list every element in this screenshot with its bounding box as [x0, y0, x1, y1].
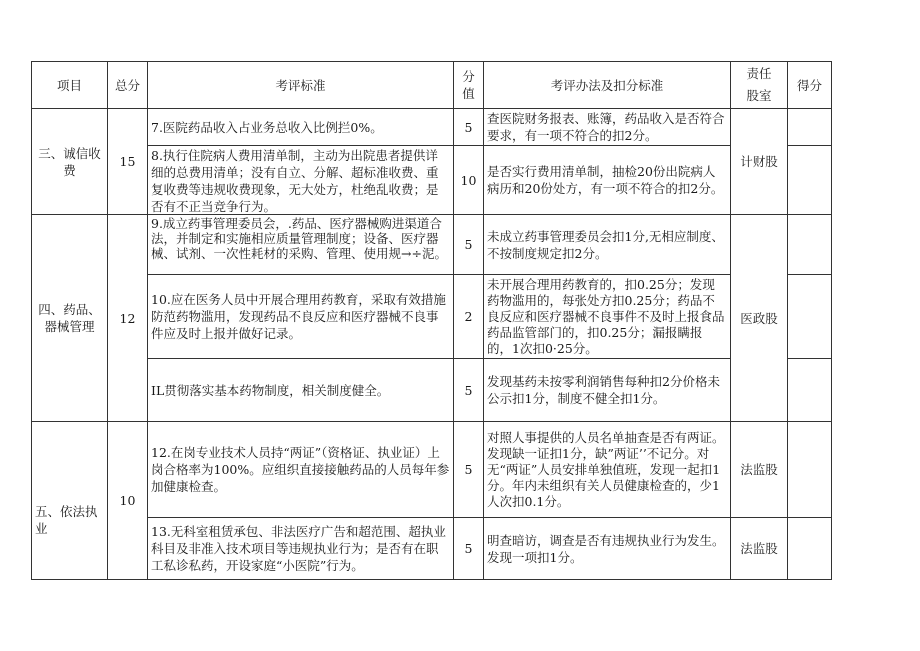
- score-cell: [788, 275, 832, 359]
- score-cell: [788, 359, 832, 422]
- table-row: [32, 518, 832, 580]
- table-row: [32, 215, 832, 275]
- header-standard: 考评标准: [148, 62, 454, 109]
- score-value-cell: 10: [454, 146, 484, 215]
- standard-text: 9.成立药事管理委员会，.药品、医疗器械购进渠道合法，并制定和实施相应质量管理制度；设备、医疗器械、试剂、一次性耗材的采购、管理、使用规→÷泥。: [151, 216, 447, 261]
- header-method: 考评办法及扣分标准: [484, 62, 731, 109]
- section-total: 12: [108, 215, 148, 422]
- table-row: [32, 422, 832, 518]
- evaluation-table: [31, 61, 832, 580]
- score-cell: [788, 422, 832, 518]
- table-row: [32, 146, 832, 215]
- score-value-cell: 5: [454, 215, 484, 275]
- method-cell: 对照人事提供的人员名单抽查是否有两证。发现缺一证扣1分，缺”两证’’不记分。对无“两证”人员安排单独值班，发现一起扣1分。年内未组织有关人员健康检查的，少1人次扣0.1分。: [484, 422, 731, 518]
- section-item: 四、药品、器械管理: [32, 215, 108, 422]
- header-item: 项目: [32, 62, 108, 109]
- standard-text: 8.执行住院病人费用清单制，主动为出院患者提供详细的总费用清单；没有自立、分解、超标准收费、重复收费等违规收费现象，无大处方，杜绝乱收费；是否有不正当竞争行为。: [151, 148, 439, 213]
- score-cell: [788, 146, 832, 215]
- score-value-cell: 5: [454, 359, 484, 422]
- score-value-cell: 5: [454, 422, 484, 518]
- standard-cell: [148, 215, 454, 275]
- dept-cell: 法监股: [731, 518, 788, 580]
- method-cell: 明查暗访，调查是否有违规执业行为发生。发现一项扣1分。: [484, 518, 731, 580]
- section-total: 10: [108, 422, 148, 580]
- standard-cell: IL贯彻落实基本药物制度，相关制度健全。: [148, 359, 454, 422]
- standard-cell: 10.应在医务人员中开展合理用药教育，采取有效措施防范药物滥用，发现药品不良反应和医疗器械不良事件应及时上报并做好记录。: [148, 275, 454, 359]
- header-total: 总分: [108, 62, 148, 109]
- score-cell: [788, 215, 832, 275]
- dept-cell: 法监股: [731, 422, 788, 518]
- table-row: [32, 109, 832, 146]
- standard-cell: [148, 146, 454, 215]
- section-total: 15: [108, 109, 148, 215]
- standard-cell: 13.无科室租赁承包、非法医疗广告和超范围、超执业科目及非准入技术项目等违规执业行为；是否有在职工私诊私药，开设家庭“小医院”行为。: [148, 518, 454, 580]
- method-cell: 未成立药事管理委员会扣1分,无相应制度、不按制度规定扣2分。: [484, 215, 731, 275]
- table-row: [32, 359, 832, 422]
- method-cell: 查医院财务报表、账簿，药品收入是否符合要求，有一项不符合的扣2分。: [484, 109, 731, 146]
- dept-cell: 医政股: [731, 215, 788, 422]
- dept-cell: 计财股: [731, 109, 788, 215]
- method-cell: 发现基药未按零利润销售每种扣2分价格未公示扣1分，制度不健全扣1分。: [484, 359, 731, 422]
- header-dept: 责任 股室: [731, 62, 788, 109]
- method-cell: 是否实行费用清单制，抽检20份出院病人病历和20份处方，有一项不符合的扣2分。: [484, 146, 731, 215]
- section-item: 五、依法执业: [32, 422, 108, 580]
- score-value-cell: 5: [454, 109, 484, 146]
- standard-cell: 12.在岗专业技术人员持“两证”（资格证、执业证）上岗合格率为100%。应组织直接接触药品的人员每年参加健康检查。: [148, 422, 454, 518]
- score-value-cell: 2: [454, 275, 484, 359]
- standard-cell: 7.医院药品收入占业务总收入比例拦0%。: [148, 109, 454, 146]
- score-cell: [788, 109, 832, 146]
- table-row: [32, 275, 832, 359]
- header-score-value: 分值: [454, 62, 484, 109]
- method-cell: 未开展合理用药教育的，扣0.25分；发现药物滥用的，每张处方扣0.25分；药品不良反应和医疗器械不良事件不及时上报食品药品监管部门的，扣0.25分；漏报瞒报的，1次扣0·25分。: [484, 275, 731, 359]
- header-score: 得分: [788, 62, 832, 109]
- score-cell: [788, 518, 832, 580]
- score-value-cell: 5: [454, 518, 484, 580]
- header-row: [32, 62, 832, 109]
- section-item: 三、诚信收费: [32, 109, 108, 215]
